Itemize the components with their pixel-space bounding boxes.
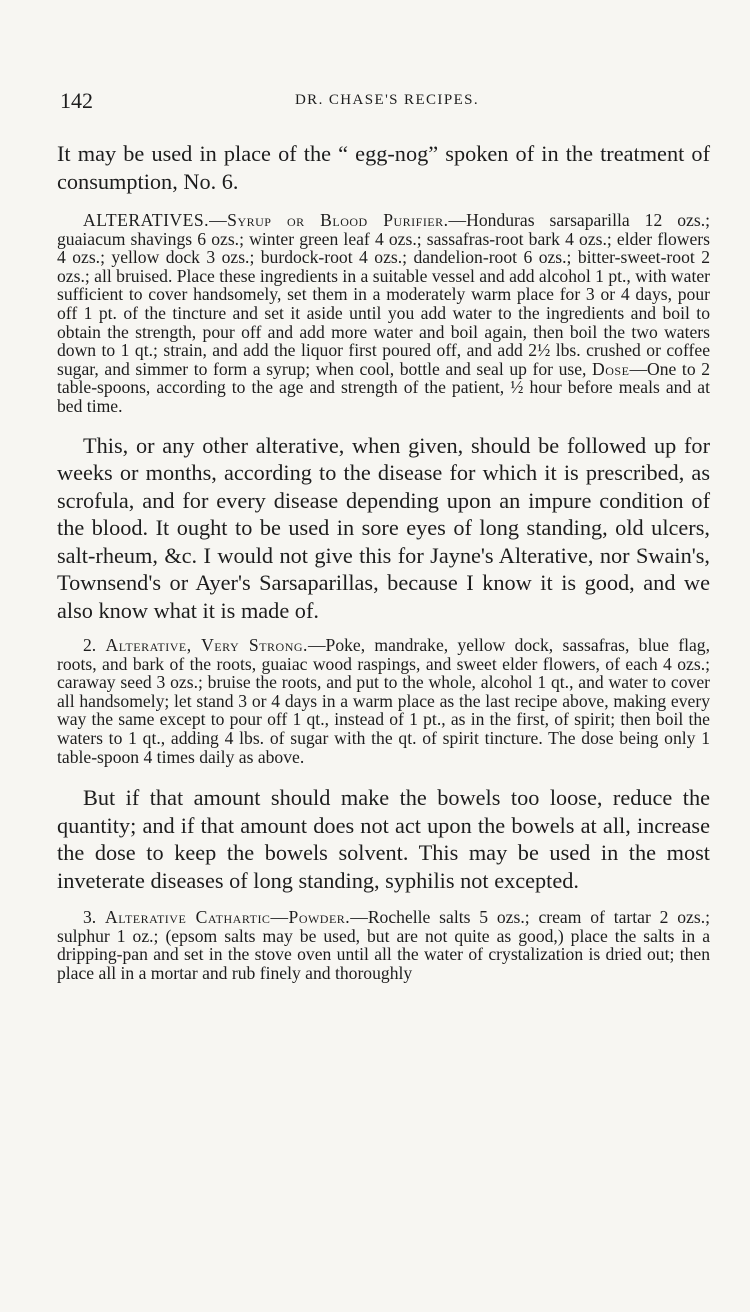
paragraph-dose-adjustment: But if that amount should make the bowels too loose, reduce the quantity; and if that amount does not act upon the bowels at all, increase the dose to keep the bowels solvent. This may be used in the most inveterate diseases of long standing, syphilis not excepted.: [57, 785, 710, 893]
running-head: DR. CHASE'S RECIPES.: [294, 92, 480, 108]
body-text: [57, 140, 710, 983]
dose-text: —One to 2 table-spoons, according to the age and strength of the patient, ½ hour before meals and at bed time.: [57, 358, 710, 416]
recipe-title: Alterative, Very Strong.: [105, 635, 308, 656]
paragraph-alterative-usage: This, or any other alterative, when given, should be followed up for weeks or months, according to the disease for which it is prescribed, as scrofula, and for every disease depending upon an impure condition of the blood. It ought to be used in sore eyes of long standing, old ulcers, salt-rheum, &c. I would not give this for Jayne's Alterative, nor Swain's, Townsend's or Ayer's Sarsaparillas, because I know it is good, and we also know what it is made of.: [57, 432, 710, 623]
page-header: [60, 88, 704, 118]
recipe-number: 2.: [83, 635, 106, 656]
page-number: 142: [60, 88, 93, 113]
recipe-title: —Syrup or Blood Purifier.: [209, 210, 449, 230]
recipe-alterative-cathartic-powder: [57, 908, 710, 982]
recipe-body: —Honduras sarsaparilla 12 ozs.; guaiacum shavings 6 ozs.; winter green leaf 4 ozs.; sassafras-root bark 4 ozs.; elder flowers 4 ozs.; yellow dock 3 ozs.; burdock-root 4 ozs.; dandelion-root 6 ozs.; bitter-sweet-root 2 ozs.; all bruised. Place these ingredients in a suitable vessel and add alcohol 1 pt., with water sufficient to cover handsomely, set them in a moderately warm place for 3 or 4 days, pour off 1 pt. of the tincture and set it aside until you add water to the ingredients and boil to obtain the strength, pour off and add more water and boil again, then boil the two waters down to 1 qt.; strain, and add the liquor first poured off, and add 2½ lbs. crushed or coffee sugar, and simmer to form a syrup; when cool, bottle and seal up for use,: [57, 210, 710, 379]
recipe-body: —Poke, mandrake, yellow dock, sassafras, blue flag, roots, and bark of the roots, guaiac wood raspings, and sweet elder flowers, of each 4 ozs.; caraway seed 3 ozs.; bruise the roots, and put to the whole, alcohol 1 qt., and water to cover all handsomely; let stand 3 or 4 days in a warm place as the last recipe above, making every way the same except to pour off 1 qt., instead of 1 pt., as in the first, of spirit; then boil the waters to 1 qt., adding 4 lbs. of sugar with the qt. of spirit tincture. The dose being only 1 table-spoon 4 times daily as above.: [57, 635, 710, 767]
dose-label: Dose: [592, 358, 630, 379]
recipe-body: —Rochelle salts 5 ozs.; cream of tartar 2 ozs.; sulphur 1 oz.; (epsom salts may be used, but are not quite as good,) place the salts in a dripping-pan and set in the stove oven until all the water of crystalization is dried out; then place all in a mortar and rub finely and thoroughly: [57, 907, 710, 983]
recipe-alterative-very-strong: [57, 636, 710, 766]
paragraph-egg-nog: It may be used in place of the “ egg-nog” spoken of in the treatment of consumption, No. 6.: [57, 141, 710, 194]
recipe-alteratives-syrup: [57, 211, 710, 416]
recipe-number: 3.: [83, 907, 106, 928]
section-heading-alteratives: ALTERATIVES.: [83, 210, 210, 230]
recipe-title: Alterative Cathartic—Powder.: [105, 907, 351, 928]
